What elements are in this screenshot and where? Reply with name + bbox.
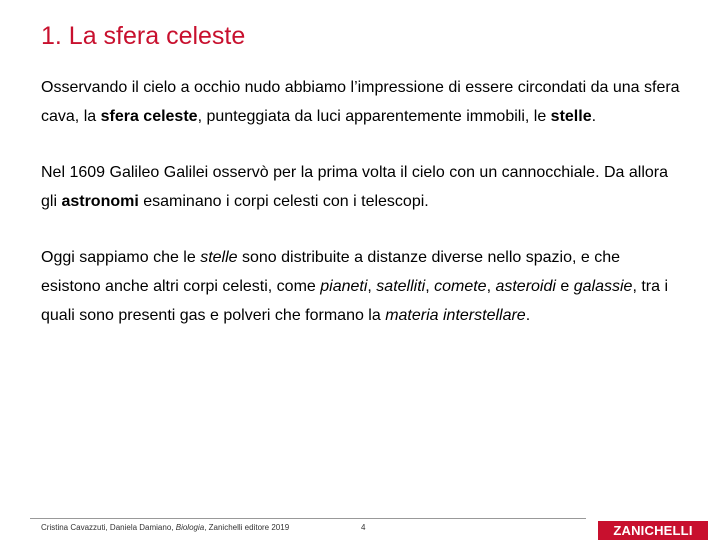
zanichelli-logo: ZANICHELLI — [598, 521, 708, 540]
p3-text-6: e — [555, 278, 574, 295]
p2-text-2: esaminano i corpi celesti con i telescopi. — [138, 193, 429, 210]
credits-authors: Cristina Cavazzuti, Daniela Damiano, — [41, 523, 176, 532]
p1-text-2: , punteggiata da luci apparentemente immobili, le — [197, 108, 551, 125]
term-stelle-italic: stelle — [200, 249, 238, 266]
term-satelliti: satelliti — [376, 278, 426, 295]
p3-text-2: sono distribuite a distanze diverse nello spazio, e che esistono anche altri corpi celesti, come — [41, 249, 621, 295]
credits-publisher: , Zanichelli editore 2019 — [204, 523, 290, 532]
paragraph-1 — [41, 73, 681, 131]
p1-text-3: . — [591, 108, 597, 125]
term-pianeti: pianeti — [320, 278, 368, 295]
p3-text-4: , — [425, 278, 435, 295]
footer-divider — [30, 518, 586, 519]
footer-credits — [41, 523, 289, 532]
p1-text-1: Osservando il cielo a occhio nudo abbiamo l’impressione di essere circondati da una sfera cava, la — [41, 79, 680, 125]
p3-text-5: , — [486, 278, 496, 295]
term-stelle: stelle — [550, 108, 592, 125]
term-galassie: galassie — [573, 278, 633, 295]
term-asteroidi: asteroidi — [495, 278, 556, 295]
p3-text-1: Oggi sappiamo che le — [41, 249, 201, 266]
page-number: 4 — [361, 523, 366, 532]
credits-book-title: Biologia — [175, 523, 205, 532]
term-sfera-celeste: sfera celeste — [100, 108, 198, 125]
p2-text-1: Nel 1609 Galileo Galilei osservò per la prima volta il cielo con un cannocchiale. Da allora gli — [41, 164, 668, 210]
term-comete: comete — [434, 278, 487, 295]
p3-text-8: . — [525, 307, 531, 324]
paragraph-3 — [41, 243, 681, 330]
paragraph-2 — [41, 158, 681, 216]
term-materia-interstellare: materia interstellare — [385, 307, 526, 324]
slide-title: 1. La sfera celeste — [41, 22, 246, 50]
slide-body — [41, 73, 681, 357]
term-astronomi: astronomi — [61, 193, 139, 210]
p3-text-7: , tra i quali sono presenti gas e polveri che formano la — [41, 278, 668, 324]
p3-text-3: , — [367, 278, 377, 295]
